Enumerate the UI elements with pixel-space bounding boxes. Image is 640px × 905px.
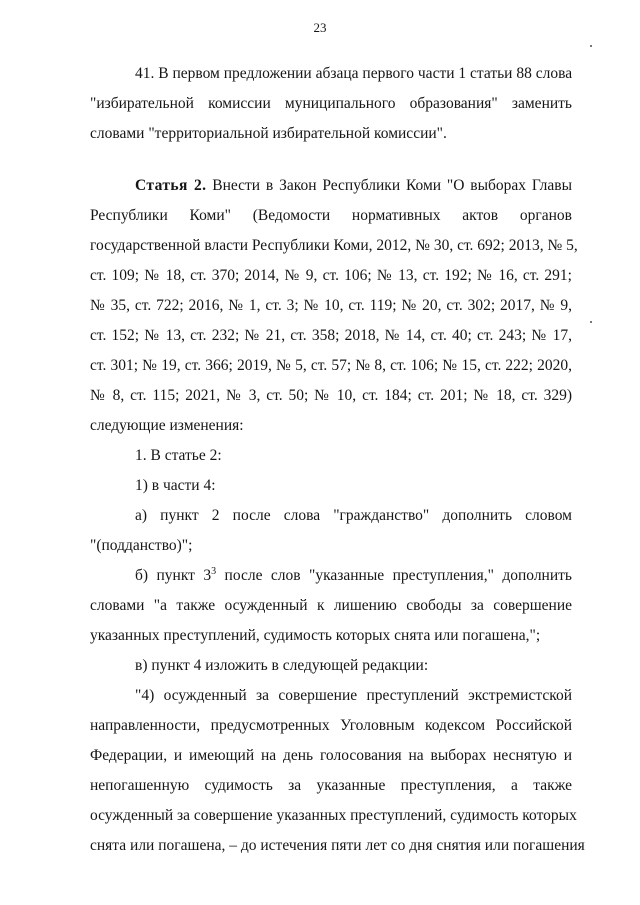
article-2-line: государственной власти Республики Коми, 2012, № 30, ст. 692; 2013, № 5, bbox=[90, 237, 578, 254]
quote-line: Федерации, и имеющий на день голосования на выборах неснятую и bbox=[90, 747, 572, 764]
scan-speck bbox=[590, 321, 592, 323]
change-a-line: а) пункт 2 после слова "гражданство" дополнить словом bbox=[135, 507, 572, 524]
quote-line: "4) осужденный за совершение преступлений экстремистской bbox=[135, 687, 572, 704]
article-2-line: следующие изменения: bbox=[90, 417, 244, 434]
item-41-line: "избирательной комиссии муниципального образования" заменить bbox=[90, 95, 572, 112]
change-b-line: словами "а также осужденный к лишению свободы за совершение bbox=[90, 597, 572, 614]
quote-line: направленности, предусмотренных Уголовным кодексом Российской bbox=[90, 717, 572, 734]
quote-line: осужденный за совершение указанных преступлений, судимость которых bbox=[90, 807, 577, 824]
quote-line: снята или погашена, – до истечения пяти лет со дня снятия или погашения bbox=[90, 837, 585, 854]
change-b-line: указанных преступлений, судимость которых снята или погашена,"; bbox=[90, 627, 541, 644]
article-2-line: ст. 301; № 19, ст. 366; 2019, № 5, ст. 57; № 8, ст. 106; № 15, ст. 222; 2020, bbox=[90, 357, 572, 374]
change-b-text: после слов "указанные преступления," дополнить bbox=[216, 567, 572, 584]
change-v-line: в) пункт 4 изложить в следующей редакции: bbox=[135, 657, 429, 674]
article-2-line: ст. 109; № 18, ст. 370; 2014, № 9, ст. 106; № 13, ст. 192; № 16, ст. 291; bbox=[90, 267, 572, 284]
item-41-line: 41. В первом предложении абзаца первого части 1 статьи 88 слова bbox=[135, 65, 573, 82]
change-b-text: б) пункт 3 bbox=[135, 567, 212, 584]
article-2-line: Республики Коми" (Ведомости нормативных актов органов bbox=[90, 207, 572, 224]
scan-speck bbox=[590, 45, 592, 47]
article-2-line: № 35, ст. 722; 2016, № 1, ст. 3; № 10, ст. 119; № 20, ст. 302; 2017, № 9, bbox=[90, 297, 572, 314]
article-2-line: ст. 152; № 13, ст. 232; № 21, ст. 358; 2018, № 14, ст. 40; ст. 243; № 17, bbox=[90, 327, 572, 344]
change-b-first-line bbox=[90, 566, 572, 586]
quote-line: непогашенную судимость за указанные преступления, а также bbox=[90, 777, 572, 794]
page-number: 23 bbox=[313, 20, 327, 35]
superscript: 3 bbox=[211, 565, 217, 577]
article-2-first-line bbox=[90, 176, 572, 196]
item-41-line: словами "территориальной избирательной комиссии". bbox=[90, 125, 447, 142]
change-subpoint-1: 1) в части 4: bbox=[135, 477, 216, 494]
change-point-1: 1. В статье 2: bbox=[135, 447, 222, 464]
change-a-line: "(подданство)"; bbox=[90, 537, 193, 554]
article-2-line: № 8, ст. 115; 2021, № 3, ст. 50; № 10, ст. 184; ст. 201; № 18, ст. 329) bbox=[90, 387, 572, 404]
article-2-first-line-text: Внести в Закон Республики Коми "О выборах Главы bbox=[206, 177, 572, 194]
article-2-heading: Статья 2. bbox=[135, 177, 207, 194]
